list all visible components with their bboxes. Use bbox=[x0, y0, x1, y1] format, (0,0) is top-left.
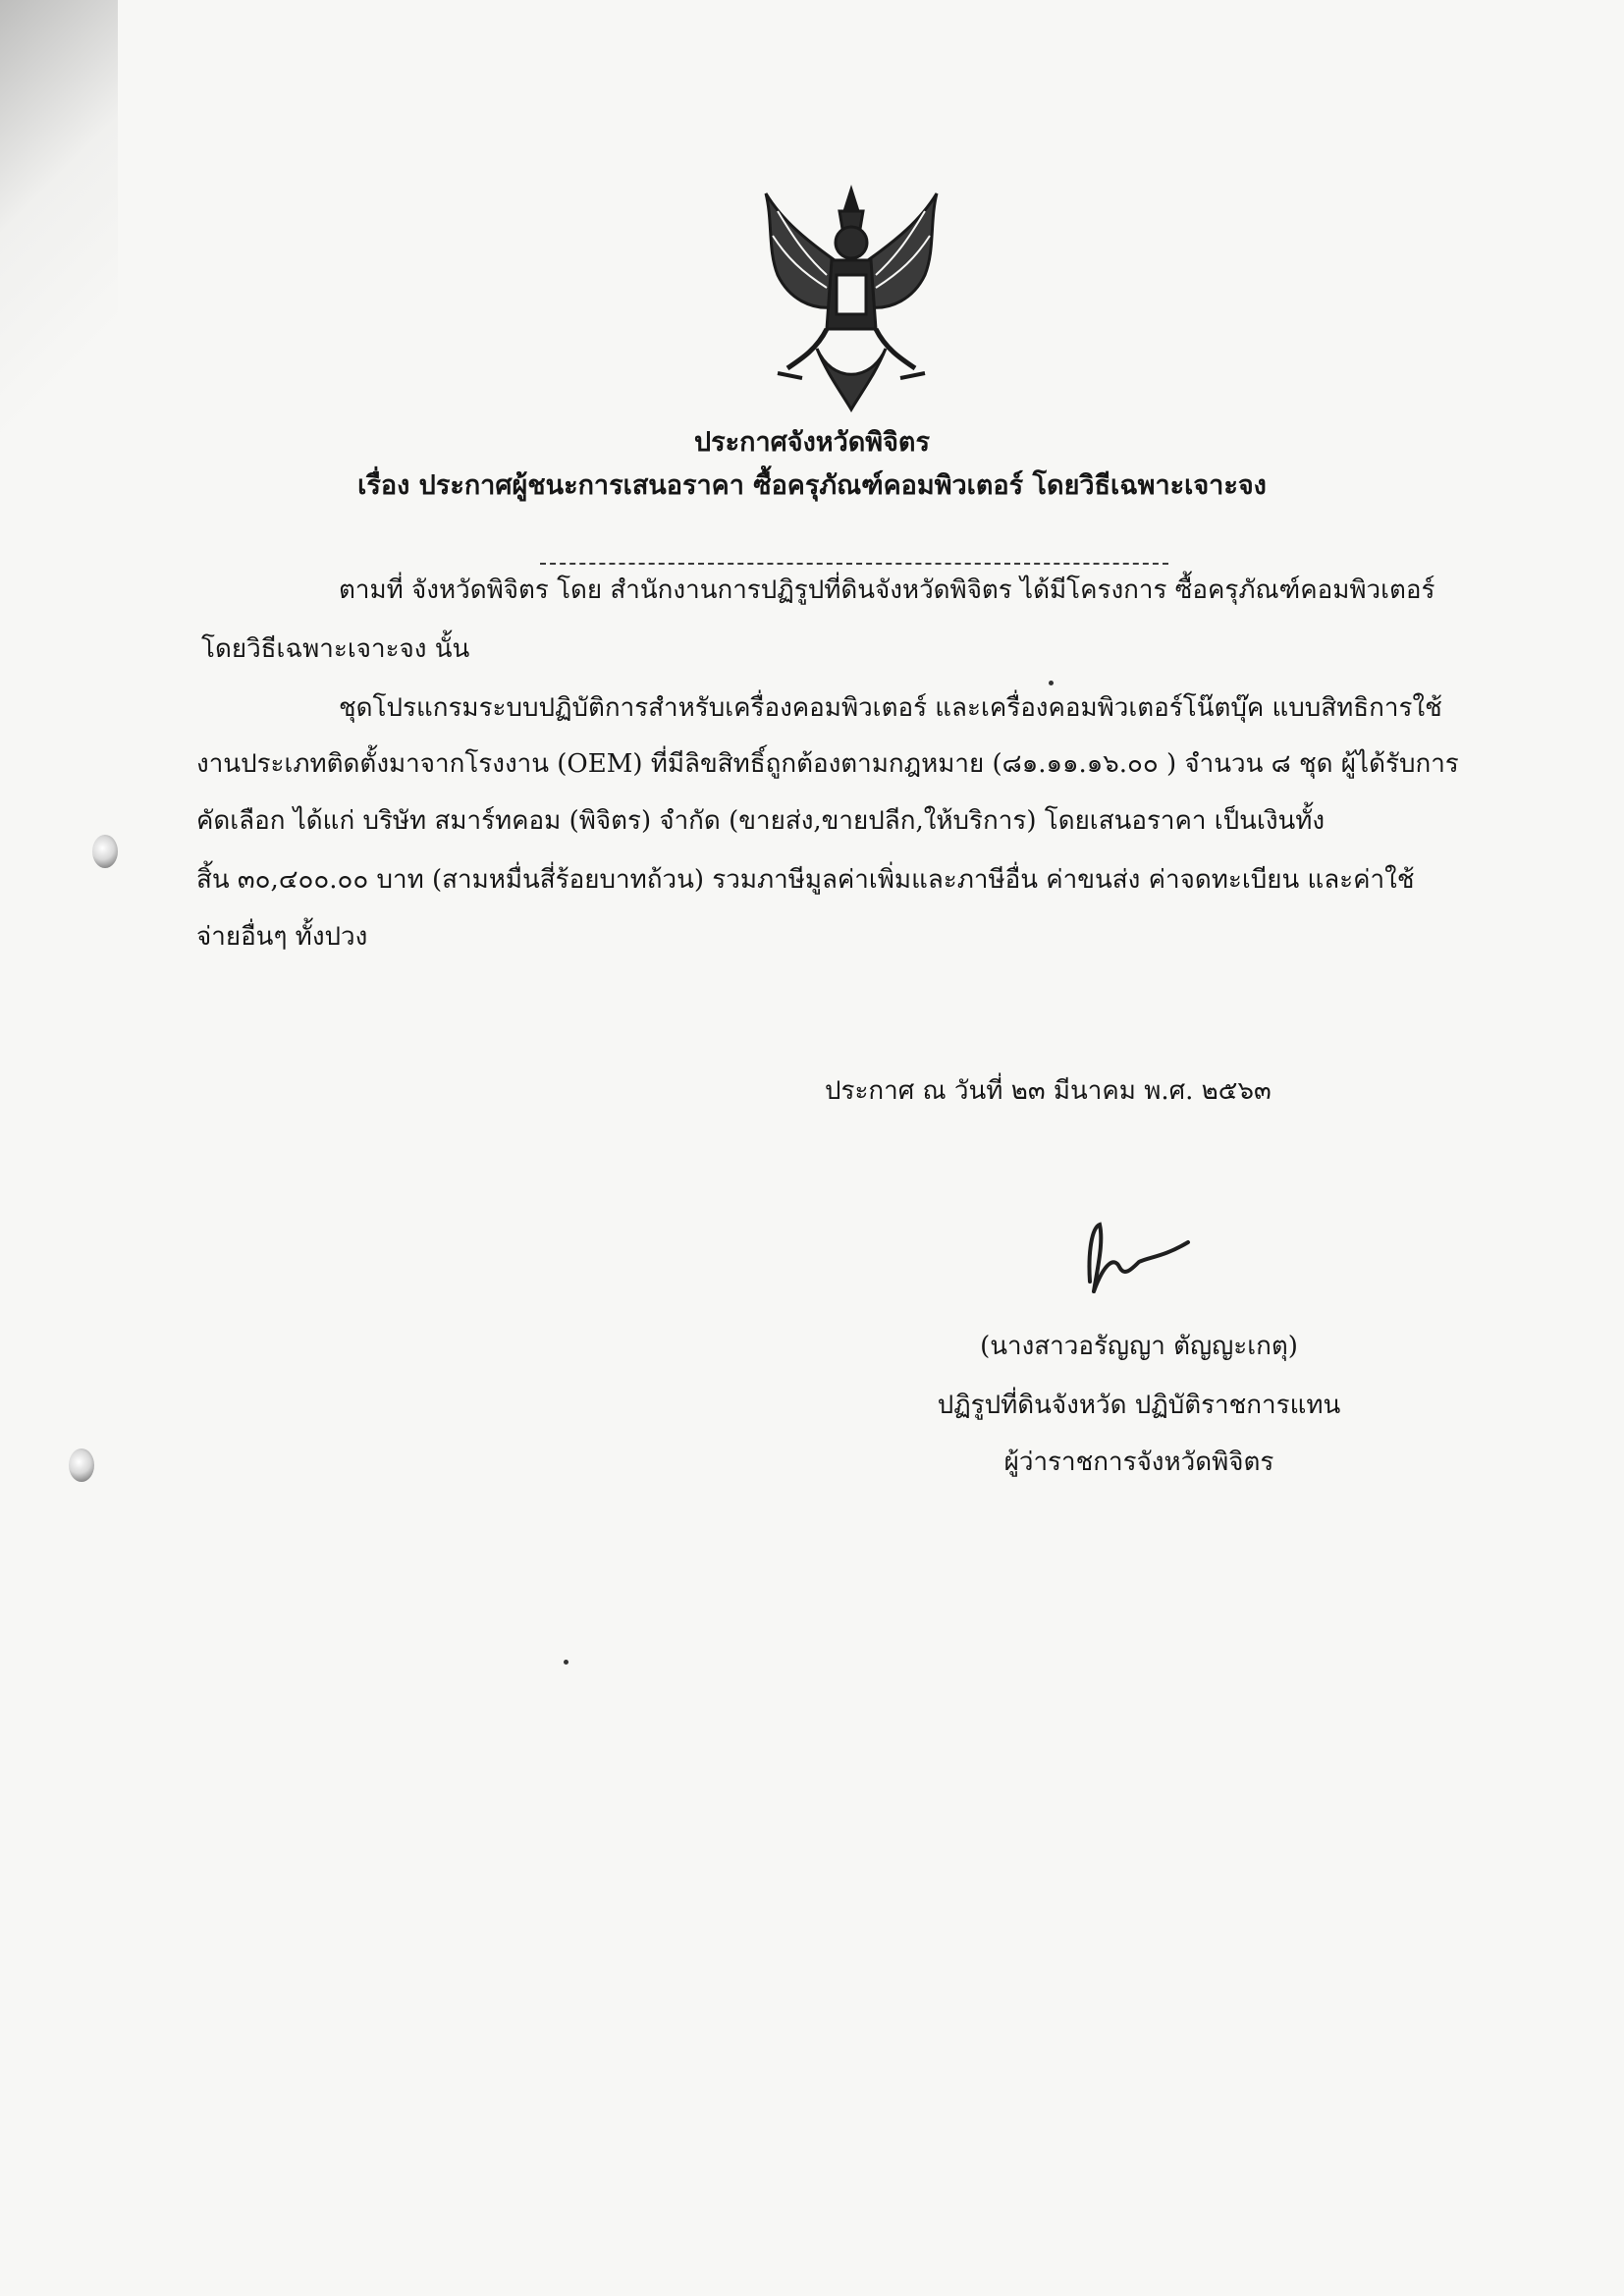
body-paragraph-2-line-4: สิ้น ๓๐,๔๐๐.๐๐ บาท (สามหมื่นสี่ร้อยบาทถ้วน) รวมภาษีมูลค่าเพิ่มและภาษีอื่น ค่าขนส่ง ค่าจดทะเบียน และค่าใช้ bbox=[196, 865, 1415, 895]
body-paragraph-2-line-3: คัดเลือก ได้แก่ บริษัท สมาร์ทคอม (พิจิตร) จำกัด (ขายส่ง,ขายปลีก,ให้บริการ) โดยเสนอราคา เป็นเงินทั้ง bbox=[196, 806, 1326, 836]
punch-hole-bottom bbox=[69, 1449, 94, 1482]
body-paragraph-2-line-2: งานประเภทติดตั้งมาจากโรงงาน (OEM) ที่มีลิขสิทธิ์ถูกต้องตามกฎหมาย (๘๑.๑๑.๑๖.๐๐ ) จำนวน ๘ ชุด ผู้ได้รับการ bbox=[196, 749, 1459, 779]
garuda-emblem-icon bbox=[748, 182, 954, 417]
signatory-position-2: ผู้ว่าราชการจังหวัดพิจิตร bbox=[1003, 1448, 1274, 1477]
announcement-date: ประกาศ ณ วันที่ ๒๓ มีนาคม พ.ศ. ๒๕๖๓ bbox=[825, 1076, 1272, 1106]
signature-mark bbox=[1070, 1213, 1218, 1301]
document-subject: เรื่อง ประกาศผู้ชนะการเสนอราคา ซื้อครุภัณฑ์คอมพิวเตอร์ โดยวิธีเฉพาะเจาะจง bbox=[357, 470, 1267, 501]
signatory-name: (นางสาวอรัญญา ตัญญะเกตุ) bbox=[980, 1332, 1298, 1361]
title-divider bbox=[540, 563, 1168, 565]
body-paragraph-2-line-5: จ่ายอื่นๆ ทั้งปวง bbox=[196, 922, 368, 952]
scan-speck bbox=[564, 1660, 568, 1665]
body-paragraph-2-line-1: ชุดโปรแกรมระบบปฏิบัติการสำหรับเครื่องคอมพิวเตอร์ และเครื่องคอมพิวเตอร์โน๊ตบุ๊ค แบบสิทธิการใช้ bbox=[339, 693, 1442, 723]
scan-shadow bbox=[0, 0, 118, 471]
scan-speck bbox=[1049, 681, 1054, 685]
body-paragraph-1-line-2: โดยวิธีเฉพาะเจาะจง นั้น bbox=[201, 634, 470, 664]
signatory-position-1: ปฏิรูปที่ดินจังหวัด ปฏิบัติราชการแทน bbox=[937, 1391, 1341, 1420]
body-paragraph-1-line-1: ตามที่ จังหวัดพิจิตร โดย สำนักงานการปฏิรูปที่ดินจังหวัดพิจิตร ได้มีโครงการ ซื้อครุภัณฑ์คอมพิวเตอร์ bbox=[339, 575, 1435, 605]
punch-hole-top bbox=[92, 835, 118, 868]
document-title: ประกาศจังหวัดพิจิตร bbox=[694, 427, 930, 458]
